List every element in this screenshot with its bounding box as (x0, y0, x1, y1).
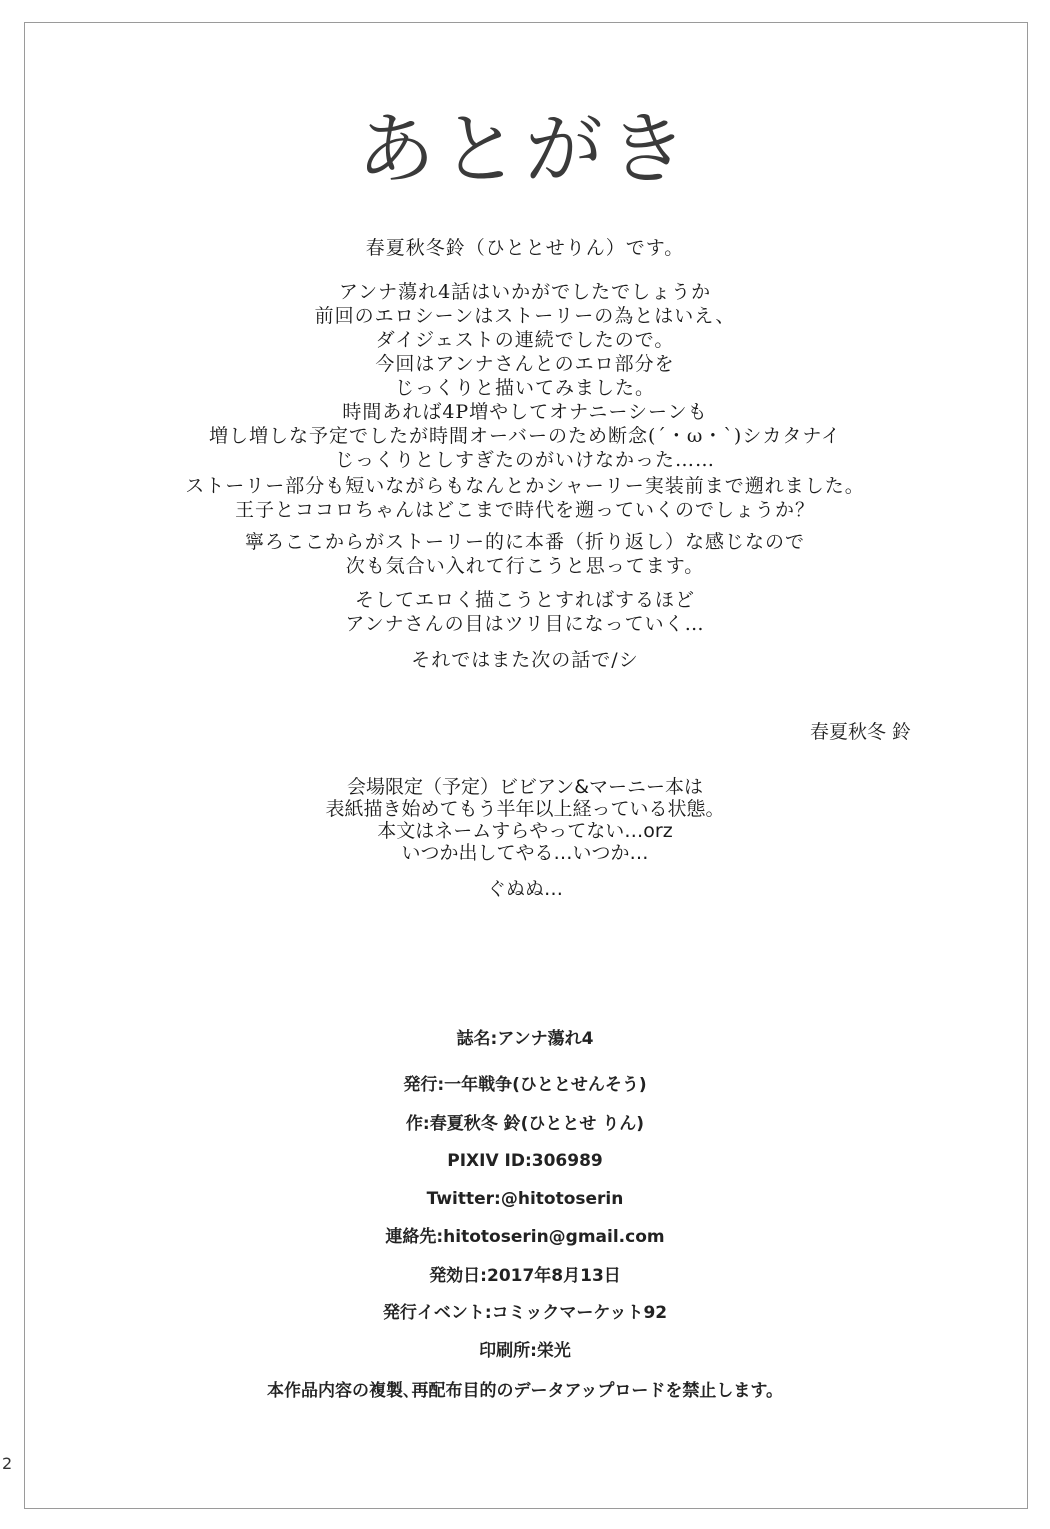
typed-note (0, 776, 1050, 864)
colophon-title: 誌名:アンナ蕩れ4 (456, 1029, 594, 1049)
afterword-paragraph-6: それではまた次の話で/シ (411, 649, 639, 671)
afterword-line: 王子とココロちゃんはどこまで時代を遡っていくのでしょうか？ (234, 499, 815, 521)
note-line: いつか出してやる…いつか… (401, 842, 649, 864)
afterword-line: 増し増しな予定でしたが時間オーバーのため断念(´・ω・`)シカタナイ (208, 425, 842, 447)
afterword-line: 今回はアンナさんとのエロ部分を (375, 353, 675, 375)
page-title: あとがき (356, 105, 693, 195)
afterword-line: ダイジェストの連続でしたので。 (375, 329, 675, 351)
colophon-printer: 印刷所:栄光 (479, 1341, 571, 1361)
afterword-line: そしてエロく描こうとすればするほど (354, 589, 695, 611)
afterword-line: 寧ろここからがストーリー的に本番（折り返し）な感じなので (244, 531, 805, 553)
colophon-author: 作:春夏秋冬 鈴(ひととせ りん) (405, 1114, 645, 1134)
afterword-line: 時間あれば4P増やしてオナニーシーンも (342, 401, 708, 423)
afterword-line: ストーリー部分も短いながらもなんとかシャーリー実装前まで遡れました。 (185, 475, 865, 497)
afterword-line: アンナ蕩れ4話はいかがでしたでしょうか (338, 281, 712, 303)
colophon-publisher: 発行:一年戦争(ひととせんそう) (403, 1075, 647, 1095)
afterword-line: アンナさんの目はツリ目になっていく… (345, 613, 705, 635)
colophon-date: 発効日:2017年8月13日 (429, 1266, 621, 1286)
afterword-paragraph-3 (0, 474, 1050, 522)
afterword-line: 次も気合い入れて行こうと思ってます。 (345, 555, 705, 577)
afterword-line: 前回のエロシーンはストーリーの為とはいえ、 (314, 305, 736, 327)
colophon-pixiv: PIXIV ID:306989 (447, 1151, 603, 1171)
colophon-contact: 連絡先:hitotoserin@gmail.com (385, 1227, 665, 1247)
afterword-paragraph-4 (0, 530, 1050, 578)
note-line: 表紙描き始めてもう半年以上経っている状態。 (325, 798, 725, 820)
note-closing: ぐぬぬ… (486, 878, 563, 900)
colophon-copyright-notice: 本作品内容の複製､再配布目的のデータアップロードを禁止します。 (267, 1381, 783, 1401)
page-number: 2 (2, 1454, 13, 1473)
afterword-paragraph-2 (0, 400, 1050, 472)
colophon-twitter: Twitter:@hitotoserin (426, 1189, 624, 1209)
afterword-paragraph-1 (0, 280, 1050, 400)
author-signature: 春夏秋冬 鈴 (810, 721, 912, 743)
note-line: 会場限定（予定）ビビアン&マーニー本は (346, 776, 704, 798)
afterword-line: じっくりと描いてみました。 (394, 377, 655, 399)
afterword-paragraph-5 (0, 588, 1050, 636)
afterword-intro: 春夏秋冬鈴（ひととせりん）です。 (365, 237, 685, 259)
note-line: 本文はネームすらやってない…orz (377, 820, 673, 842)
afterword-line: じっくりとしすぎたのがいけなかった…… (334, 449, 715, 471)
colophon-event: 発行イベント:コミックマーケット92 (382, 1303, 668, 1323)
